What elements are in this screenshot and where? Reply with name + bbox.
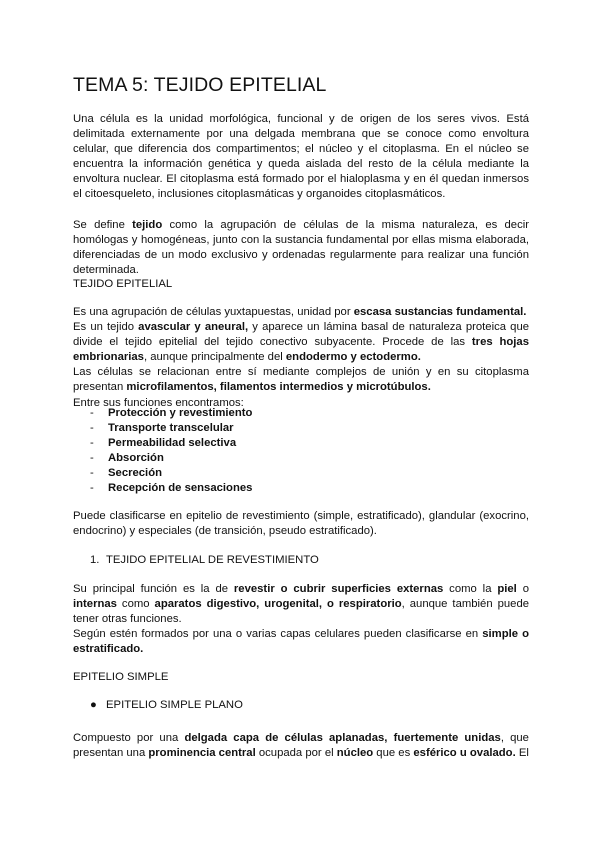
list-item: - Recepción de sensaciones — [90, 482, 253, 495]
funciones-list — [73, 406, 529, 497]
list-item: - Secreción — [90, 467, 163, 480]
list-item: - Absorción — [90, 452, 164, 465]
tejido-epitelial-paragraph: Es una agrupación de células yuxtapuestas, unidad por escasa sustancias fundamental. Es un tejido avascular y aneural, y aparece un lámina basal de naturaleza proteica que divide el tejido epitelial del tejido conectivo subyacente. Procede de las tres hojas embrionarias, aunque principalmente del endodermo y ectodermo. Las células se relacionan entre sí mediante complejos de unión y en su citoplasma presentan microfilamentos, filamentos intermedios y microtúbulos. Entre sus funciones encontramos: — [73, 306, 530, 409]
section-heading-epitelio-simple: EPITELIO SIMPLE — [73, 671, 169, 683]
simple-plano-paragraph: Compuesto por una delgada capa de células aplanadas, fuertemente unidas, que presentan una prominencia central ocupada por el núcleo que es esférico u ovalado. El — [73, 732, 529, 760]
clasificacion-paragraph: Puede clasificarse en epitelio de revestimiento (simple, estratificado), glandular (exocrino, endocrino) y especiales (de transición, pseudo estratificado). — [73, 510, 529, 538]
bullet-heading-simple-plano: ● EPITELIO SIMPLE PLANO — [90, 699, 243, 711]
bullet-icon: ● — [90, 699, 97, 711]
list-item: - Transporte transcelular — [90, 422, 234, 435]
revestimiento-paragraph: Su principal función es la de revestir o cubrir superficies externas como la piel o internas como aparatos digestivo, urogenital, o respiratorio, aunque también puede tener otras funciones. Según estén formados por una o varias capas celulares pueden clasificarse en simple o estratificado. — [73, 583, 530, 656]
numbered-heading-revestimiento: 1. TEJIDO EPITELIAL DE REVESTIMIENTO — [90, 554, 319, 566]
tejido-definition-paragraph: Se define tejido como la agrupación de células de la misma naturaleza, es decir homólogas y homogéneas, junto con la sustancia fundamental por ellas misma elaborada, diferenciadas de un modo exclusivo y ordenadas regularmente para realizar una función determinada. — [73, 219, 529, 277]
section-heading-tejido-epitelial: TEJIDO EPITELIAL — [73, 278, 173, 290]
list-item: - Permeabilidad selectiva — [90, 437, 237, 450]
intro-paragraph: Una célula es la unidad morfológica, funcional y de origen de los seres vivos. Está delimitada externamente por una delgada membrana que se conoce como envoltura celular, que diferencia dos compartimentos; el núcleo y el citoplasma. En el núcleo se encuentra la información genética y queda aislada del resto de la célula mediante la envoltura nuclear. El citoplasma está formado por el hialoplasma y en él quedan inmersos el citoesqueleto, inclusiones citoplasmáticas y organoides citoplasmáticos. — [73, 113, 529, 201]
page-title: TEMA 5: TEJIDO EPITELIAL — [73, 74, 327, 96]
list-item: - Protección y revestimiento — [90, 407, 253, 419]
